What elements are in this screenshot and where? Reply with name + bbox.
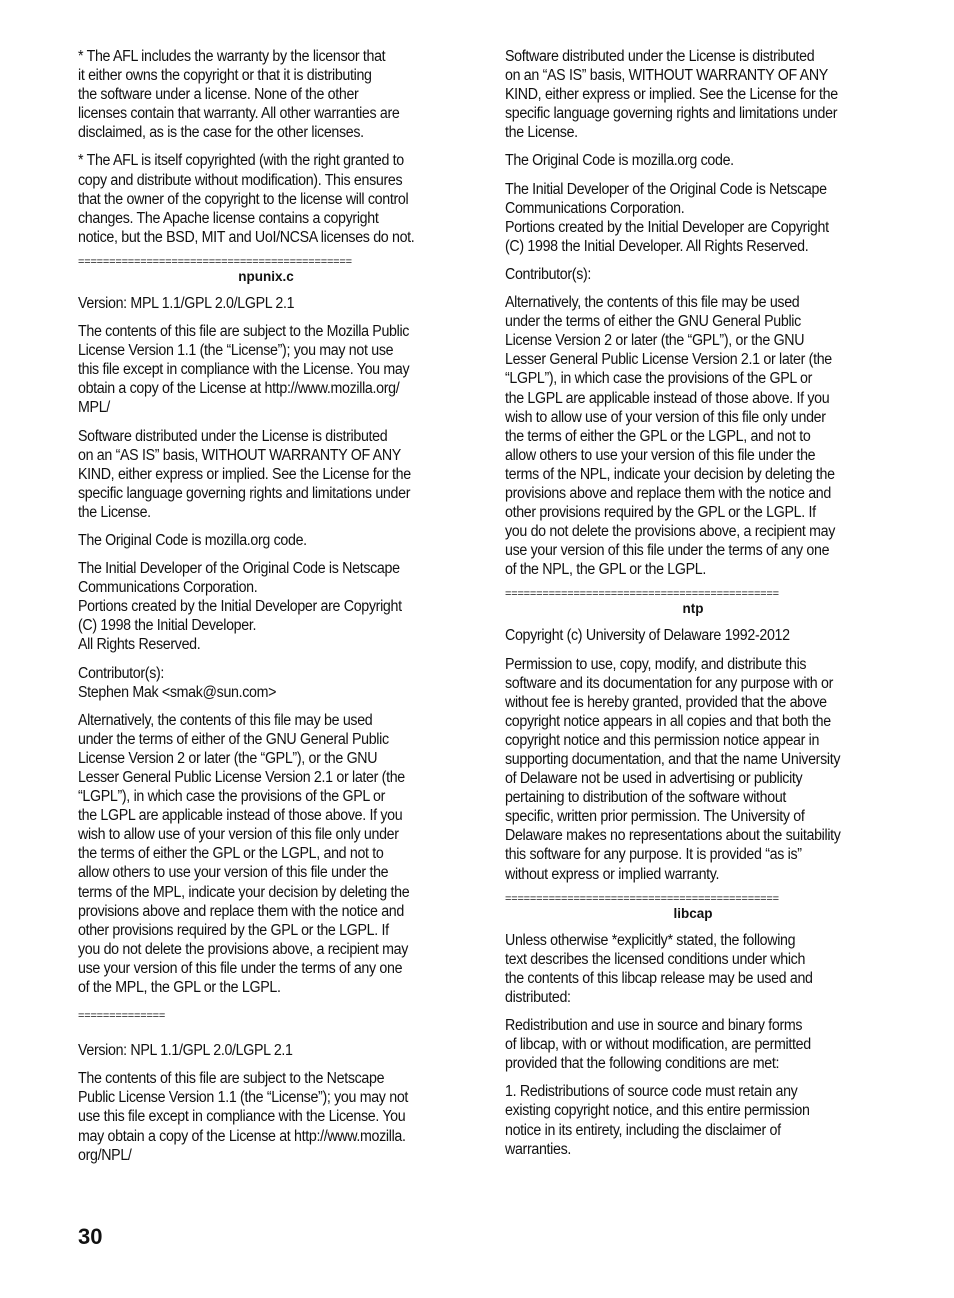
mpl-contents: The contents of this file are subject to the Mozilla Public License Version 1.1 (the “License”); you may not use this file except in compliance with the License. You may obtain a copy of the License at http://www.mozilla.org/ MPL/ [78,323,410,417]
short-separator: ============== [78,1010,166,1023]
npl-alternatively: Alternatively, the contents of this file may be used under the terms of either the GNU General Public License Version 2 or later (the “GPL”), or the GNU Lesser General Public License Version 2.1 or later (the “LGPL”), in which case the provisions of the GPL or the LGPL are applicable instead of those above. If you wish to allow use of your version of this file only under the terms of either the GPL or the LGPL, and not to allow others to use your version of this file under the terms of the NPL, indicate your decision by deleting the provisions above and replace them with the notice and other provisions required by the GPL or the LGPL. If you do not delete the provisions above, a recipient may use your version of this file under the terms of any one of the NPL, the GPL or the LGPL. [505,294,836,579]
ntp-copyright: Copyright (c) University of Delaware 1992-2012 [505,627,790,645]
mpl-as-is: Software distributed under the License is distributed on an “AS IS” basis, WITHOUT WARRANTY OF ANY KIND, either express or implied. See the License for the specific language governing rights and limitations under the License. [78,427,411,521]
mpl-initial-developer: The Initial Developer of the Original Code is Netscape Communications Corporation. Portions created by the Initial Developer are Copyright (C) 1998 the Initial Developer. All Rights Reserved. [78,560,402,654]
libcap-redistribution: Redistribution and use in source and binary forms of libcap, with or without modification, are permitted provided that the following conditions are met: [505,1017,811,1073]
afl-warranty-note: * The AFL includes the warranty by the licensor that it either owns the copyright or that it is distributing the software under a license. None of the other licenses contain that warranty. All other warranties are disclaimed, as is the case for the other licenses. [78,48,400,142]
section-separator: ============================================ [78,256,352,268]
mpl-original-code: The Original Code is mozilla.org code. [78,531,307,549]
libcap-condition-1: 1. Redistributions of source code must retain any existing copyright notice, and this entire permission notice in its entirety, including the disclaimer of warranties. [505,1083,810,1158]
libcap-unless: Unless otherwise *explicitly* stated, the following text describes the licensed conditions under which the contents of this libcap release may be used and distributed: [505,931,813,1006]
npl-version: Version: NPL 1.1/GPL 2.0/LGPL 2.1 [78,1042,293,1060]
npl-contents: The contents of this file are subject to the Netscape Public License Version 1.1 (the “License”); you may not use this file except in compliance with the License. You may obtain a copy of the License at http://www.mozilla. org/NPL/ [78,1070,409,1164]
section-separator-ntp: ============================================ [505,589,779,601]
left-column [78,47,458,1174]
mpl-version: Version: MPL 1.1/GPL 2.0/LGPL 2.1 [78,294,295,312]
mpl-alternatively: Alternatively, the contents of this file may be used under the terms of either of the GNU General Public License Version 2 or later (the “GPL”), or the GNU Lesser General Public License Version 2.1 or later (the “LGPL”), in which case the provisions of the GPL or the LGPL are applicable instead of those above. If you wish to allow use of your version of this file only under the terms of either the GPL or the LGPL, and not to allow others to use your version of this file under the terms of the MPL, indicate your decision by deleting the provisions above and replace them with the notice and other provisions required by the GPL or the LGPL. If you do not delete the provisions above, a recipient may use your version of this file under the terms of any one of the MPL, the GPL or the LGPL. [78,711,410,997]
npl-as-is: Software distributed under the License is distributed on an “AS IS” basis, WITHOUT WARRANTY OF ANY KIND, either express or implied. See the License for the specific language governing rights and limitations under the License. [505,48,838,142]
ntp-permission: Permission to use, copy, modify, and distribute this software and its documentation for any purpose with or without fee is hereby granted, provided that the above copyright notice appears in all copies and that both the copyright notice and this permission notice appear in supporting documentation, and that the name University of Delaware not be used in advertising or publicity pertaining to distribution of the software without specific, written prior permission. The University of Delaware makes no representations about the suitability this software for any purpose. It is provided “as is” without express or implied warranty. [505,655,841,883]
npl-contributors: Contributor(s): [505,265,592,283]
npl-original-code: The Original Code is mozilla.org code. [505,152,734,170]
mpl-contributors: Contributor(s): Stephen Mak <smak@sun.com> [78,664,277,701]
right-column [505,47,885,1168]
page-number: 30 [78,1224,103,1249]
npl-initial-developer: The Initial Developer of the Original Code is Netscape Communications Corporation. Portions created by the Initial Developer are Copyright (C) 1998 the Initial Developer. All Rights Reserved. [505,180,829,255]
afl-copyright-note: * The AFL is itself copyrighted (with the right granted to copy and distribute without modification). This ensures that the owner of the copyright to the license will control changes. The Apache license contains a copyright notice, but the BSD, MIT and UoI/NCSA licenses do not. [78,152,415,246]
section-heading-npunix: npunix.c [238,268,294,284]
section-heading-libcap: libcap [673,905,713,921]
section-heading-ntp: ntp [682,601,704,617]
section-separator-libcap: ============================================ [505,893,779,905]
